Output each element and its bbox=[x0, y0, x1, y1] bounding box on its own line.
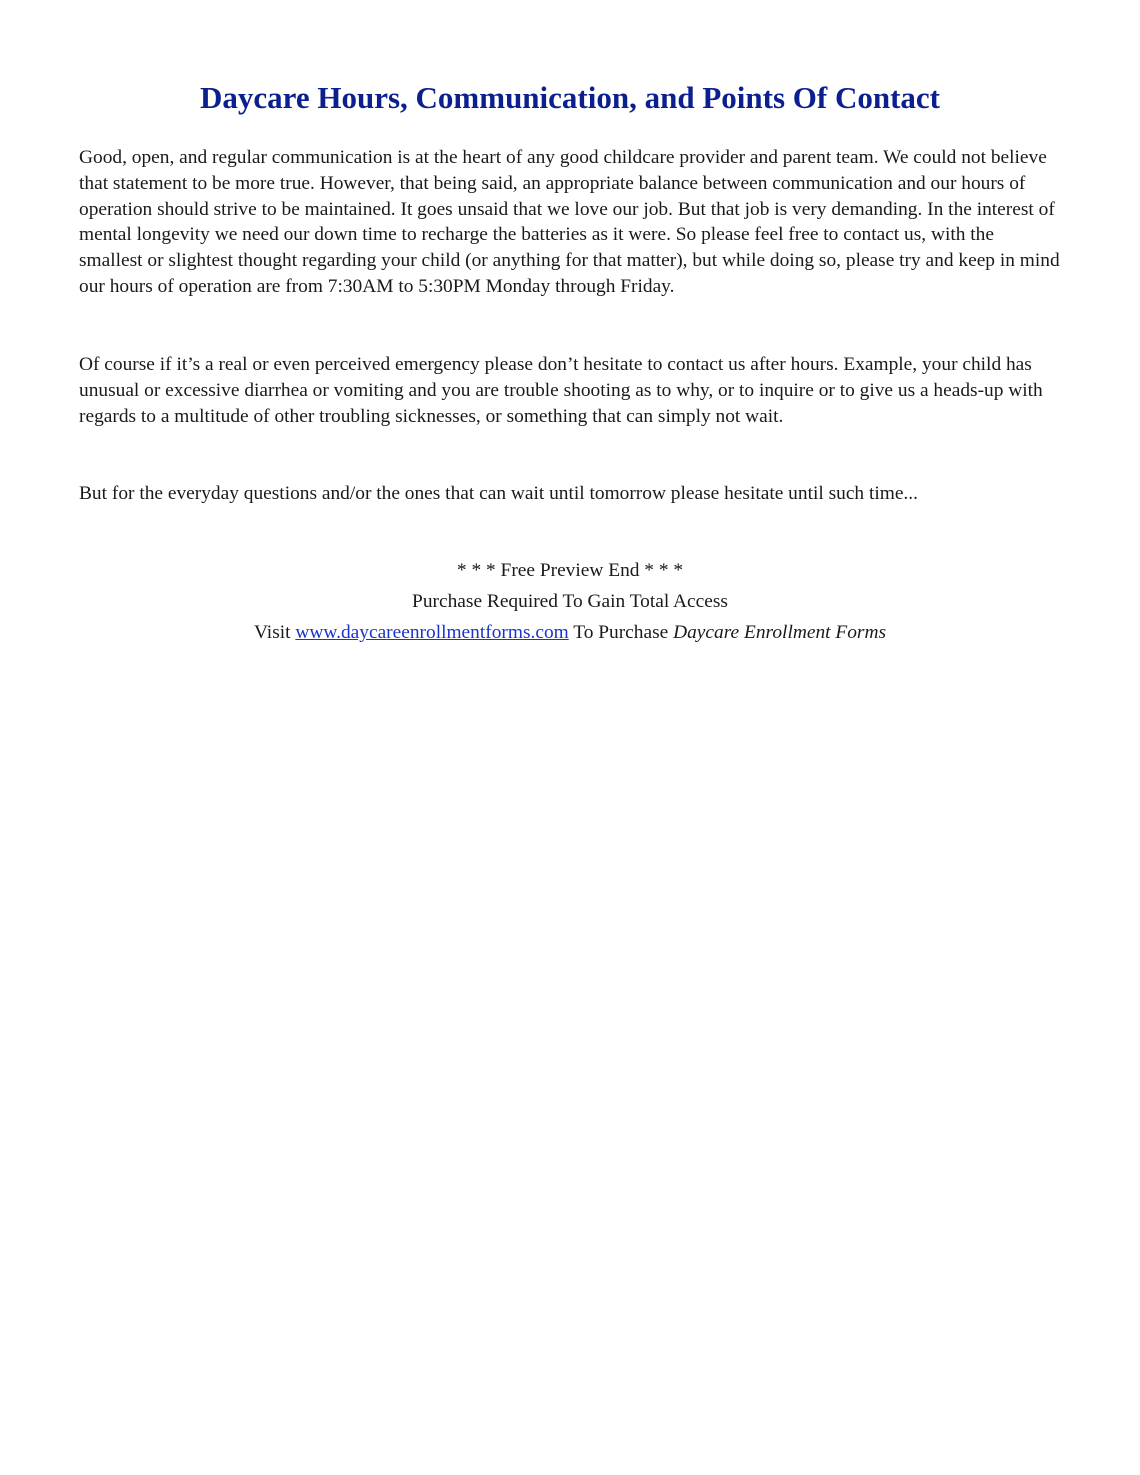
visit-line bbox=[0, 617, 1140, 648]
visit-middle: To Purchase bbox=[568, 622, 674, 643]
preview-notice bbox=[0, 555, 1140, 648]
page-title: Daycare Hours, Communication, and Points Of Contact bbox=[200, 80, 940, 115]
website-link[interactable]: www.daycareenrollmentforms.com bbox=[295, 622, 569, 643]
preview-end-line: * * * Free Preview End * * * bbox=[456, 560, 684, 581]
paragraph-everyday: But for the everyday questions and/or the ones that can wait until tomorrow please hesitate until such time... bbox=[79, 483, 918, 504]
paragraph-emergency: Of course if it’s a real or even perceived emergency please don’t hesitate to contact us after hours. Example, your child has unusual or excessive diarrhea or vomiting and you are trouble shooting as to why, or to inquire or to give us a heads-up with regards to a multitude of other troubling sicknesses, or something that can simply not wait. bbox=[79, 354, 1043, 427]
product-name: Daycare Enrollment Forms bbox=[673, 622, 887, 643]
visit-prefix: Visit bbox=[253, 622, 296, 643]
purchase-required-line: Purchase Required To Gain Total Access bbox=[412, 591, 728, 612]
paragraph-hours: Good, open, and regular communication is at the heart of any good childcare provider and parent team. We could not believe that statement to be more true. However, that being said, an appropriate balance between communication and our hours of operation should strive to be maintained. It goes unsaid that we love our job. But that job is very demanding. In the interest of mental longevity we need our down time to recharge the batteries as it were. So please feel free to contact us, with the smallest or slightest thought regarding your child (or anything for that matter), but while doing so, please try and keep in mind our hours of operation are from 7:30AM to 5:30PM Monday through Friday. bbox=[79, 147, 1060, 297]
